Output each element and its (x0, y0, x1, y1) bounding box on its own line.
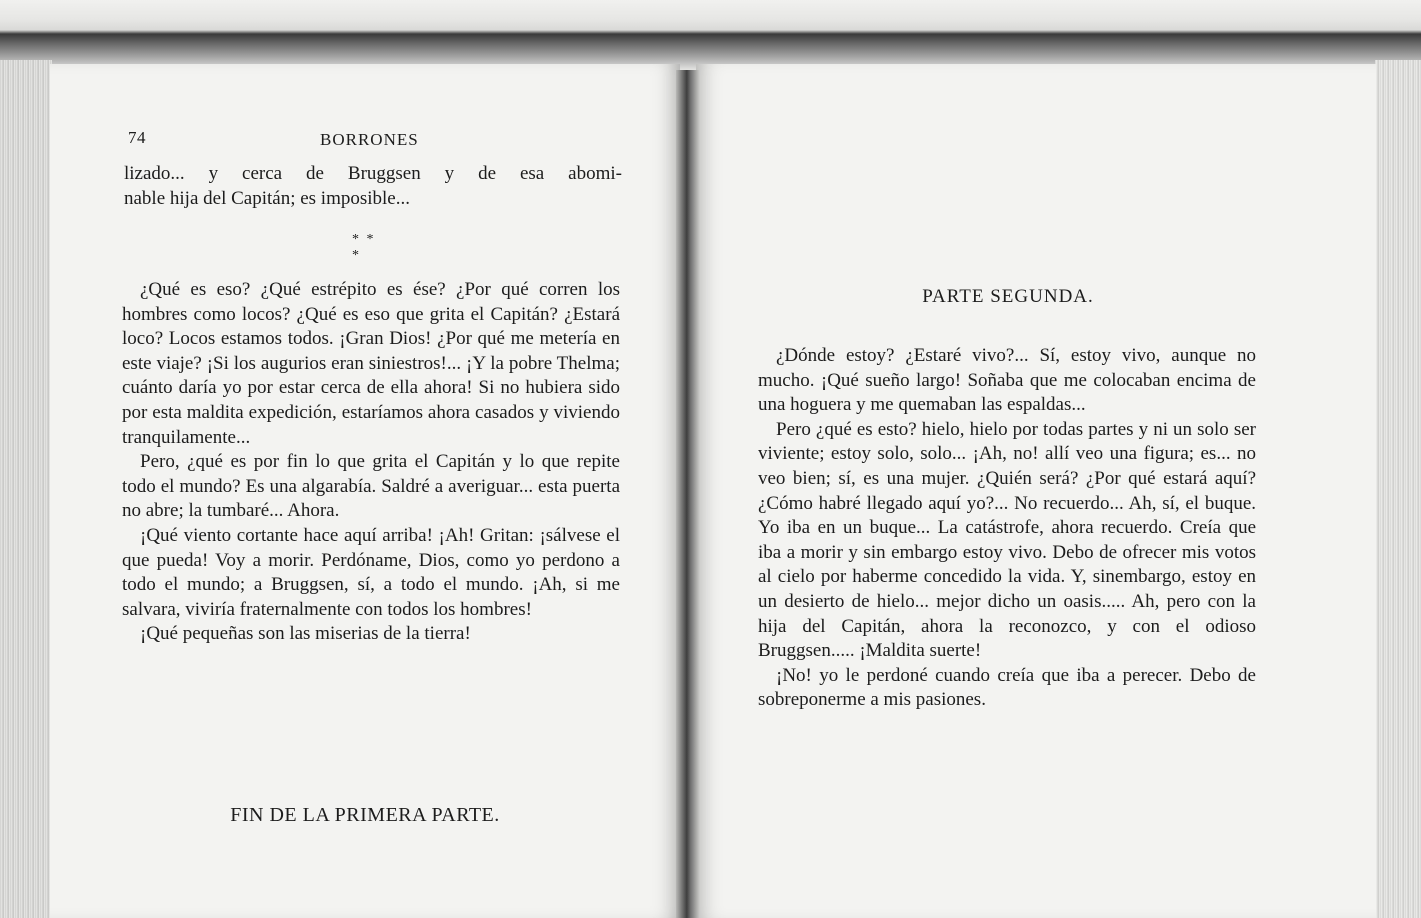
ornament-text: * * * (352, 232, 376, 263)
left-body (122, 278, 620, 647)
right-body (758, 344, 1256, 713)
paragraph: ¡Qué viento cortante hace aquí arriba! ¡Ah! Gritan: ¡sálvese el que pueda! Voy a morir. Perdóname, Dios, como yo perdono a todo el mundo; a Bruggsen, sí, a todo el mundo. ¡Ah, si me salvara, viviría fraternalmente con todos los hombres! (122, 524, 620, 620)
paragraph: ¿Qué es eso? ¿Qué estrépito es ése? ¿Por qué corren los hombres como locos? ¿Qué es eso que grita el Capitán? ¿Estará loco? Locos estamos todos. ¡Gran Dios! ¿Por qué me metería en este viaje? ¡Si los augurios eran siniestros!... ¡Y la pobre Thelma; cuánto daría yo por estar cerca de ella ahora! Si no hubiera sido por esta maldita expedición, estaríamos ahora casados y viviendo tranquilamente... (122, 279, 620, 448)
page-edges-right (1375, 60, 1421, 918)
running-title: BORRONES (320, 130, 419, 149)
paragraph: ¡No! yo le perdoné cuando creía que iba a perecer. Debo de sobreponerme a mis pasiones. (758, 664, 1256, 711)
page-number: 74 (128, 128, 146, 147)
book-gutter (676, 70, 700, 918)
part-end-heading: FIN DE LA PRIMERA PARTE. (230, 804, 500, 826)
paragraph: Pero ¿qué es esto? hielo, hielo por todas partes y ni un solo ser viviente; estoy solo, solo... ¡Ah, no! allí veo una figura; es... no veo bien; sí, es una mujer. ¿Quién será? ¿Por qué estará aquí? ¿Cómo habré llegado aquí yo?... No recuerdo... Ah, sí, el buque. Yo iba en un buque... La catástrofe, ahora recuerdo. Creía que iba a morir y sin embargo estoy vivo. Debo de ofrecer mis votos al cielo por haberme concedido la vida. Y, sinembargo, estoy en un desierto de hielo... mejor dicho un oasis..... Ah, pero con la hija del Capitán, ahora la reconozco, y con el odioso Bruggsen..... ¡Maldita suerte! (758, 418, 1256, 662)
continuation-line-2: nable hija del Capitán; es imposible... (124, 187, 410, 209)
continuation-text (124, 162, 622, 211)
running-header (128, 128, 628, 154)
part-title: PARTE SEGUNDA. (922, 286, 1094, 307)
paragraph: ¡Qué pequeñas son las miserias de la tierra! (140, 623, 471, 645)
paragraph: ¿Dónde estoy? ¿Estaré vivo?... Sí, estoy vivo, aunque no mucho. ¡Qué sueño largo! Soñaba que me colocaban encima de una hoguera y me quemaban las espaldas... (758, 345, 1256, 416)
paragraph: Pero, ¿qué es por fin lo que grita el Capitán y lo que repite todo el mundo? Es una algarabía. Saldré a averiguar... esta puerta no abre; la tumbaré... Ahora. (122, 451, 620, 522)
section-ornament (352, 232, 382, 262)
continuation-line-1: lizado... y cerca de Bruggsen y de esa abomi- (124, 163, 622, 184)
page-edges-left (0, 60, 52, 918)
